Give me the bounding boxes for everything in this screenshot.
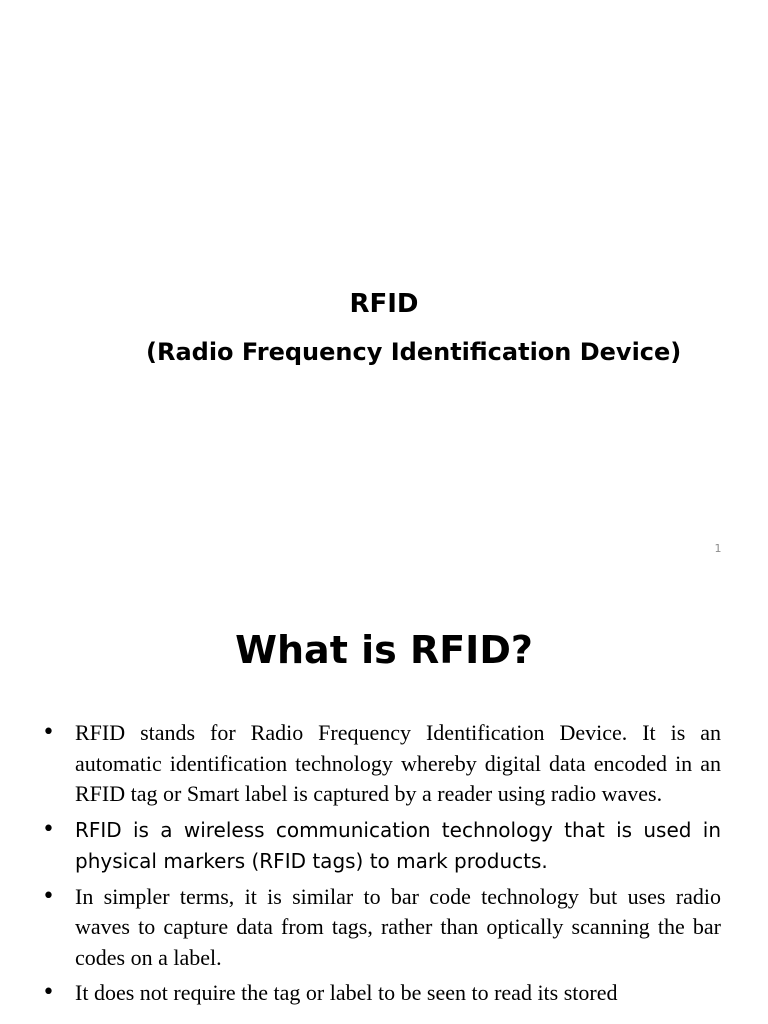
bullet-text: In simpler terms, it is similar to bar code technology but uses radio waves to capture data from tags, rather than optically scanning the bar codes on a label. [75, 883, 721, 970]
bullet-list [40, 718, 721, 1014]
bullet-icon: • [42, 883, 55, 909]
list-item [40, 882, 721, 974]
content-slide [0, 576, 768, 1024]
slide-heading: What is RFID? [235, 628, 533, 672]
bullet-text: RFID stands for Radio Frequency Identification Device. It is an automatic identification technology whereby digital data encoded in an RFID tag or Smart label is captured by a reader using radio waves. [75, 720, 721, 806]
list-item [40, 978, 721, 1009]
bullet-text: It does not require the tag or label to be seen to read its stored [75, 980, 618, 1005]
slide-title: RFID [349, 289, 419, 319]
list-item [40, 718, 721, 810]
bullet-icon: • [42, 980, 55, 1005]
slide-number: 1 [714, 542, 722, 555]
slide-subtitle: (Radio Frequency Identification Device) [146, 338, 682, 366]
list-item [40, 815, 721, 877]
bullet-icon: • [42, 816, 55, 842]
bullet-text: RFID is a wireless communication technology that is used in physical markers (RFID tags) to mark products. [75, 817, 721, 873]
bullet-icon: • [42, 720, 55, 745]
